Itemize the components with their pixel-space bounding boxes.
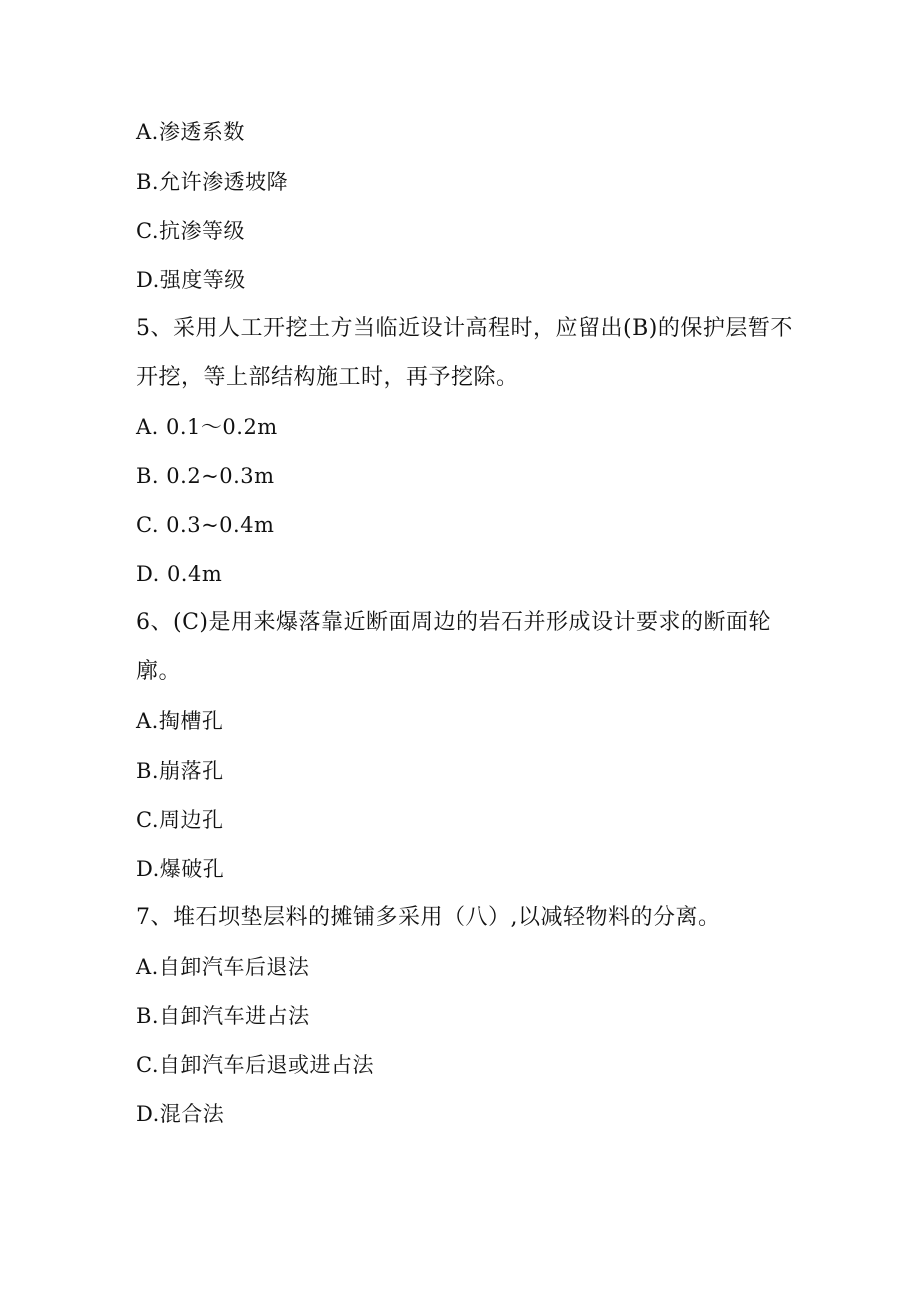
option-b-prev: B.允许渗透坡降 bbox=[136, 170, 289, 194]
option-a-prev: A.渗透系数 bbox=[136, 120, 245, 144]
question-7-option-d: D.混合法 bbox=[136, 1102, 225, 1126]
question-7-stem-line-1: 7、堆石坝垫层料的摊铺多采用（八）,以减轻物料的分离。 bbox=[136, 905, 721, 930]
question-6-option-c: C.周边孔 bbox=[136, 808, 224, 832]
question-5-stem-line-2: 开挖，等上部结构施工时，再予挖除。 bbox=[136, 365, 519, 390]
option-c-prev: C.抗渗等级 bbox=[136, 219, 245, 243]
question-6-option-a: A.掏槽孔 bbox=[136, 709, 224, 733]
question-7-option-a: A.自卸汽车后退法 bbox=[136, 955, 310, 979]
question-5-stem-line-1: 5、采用人工开挖土方当临近设计高程时，应留出(B)的保护层暂不 bbox=[136, 316, 793, 341]
question-5-option-d: D. 0.4m bbox=[136, 562, 223, 586]
option-d-prev: D.强度等级 bbox=[136, 268, 246, 292]
question-6-option-d: D.爆破孔 bbox=[136, 857, 225, 881]
question-6-stem-line-2: 廓。 bbox=[136, 659, 182, 684]
question-6-option-b: B.崩落孔 bbox=[136, 759, 224, 783]
question-5-option-a: A. 0.1～0.2m bbox=[136, 415, 278, 439]
question-7-option-c: C.自卸汽车后退或进占法 bbox=[136, 1053, 374, 1077]
question-5-option-c: C. 0.3~0.4m bbox=[136, 513, 275, 537]
question-5-option-b: B. 0.2~0.3m bbox=[136, 464, 275, 488]
question-7-option-b: B.自卸汽车进占法 bbox=[136, 1004, 310, 1028]
question-6-stem-line-1: 6、(C)是用来爆落靠近断面周边的岩石并形成设计要求的断面轮 bbox=[136, 610, 771, 635]
